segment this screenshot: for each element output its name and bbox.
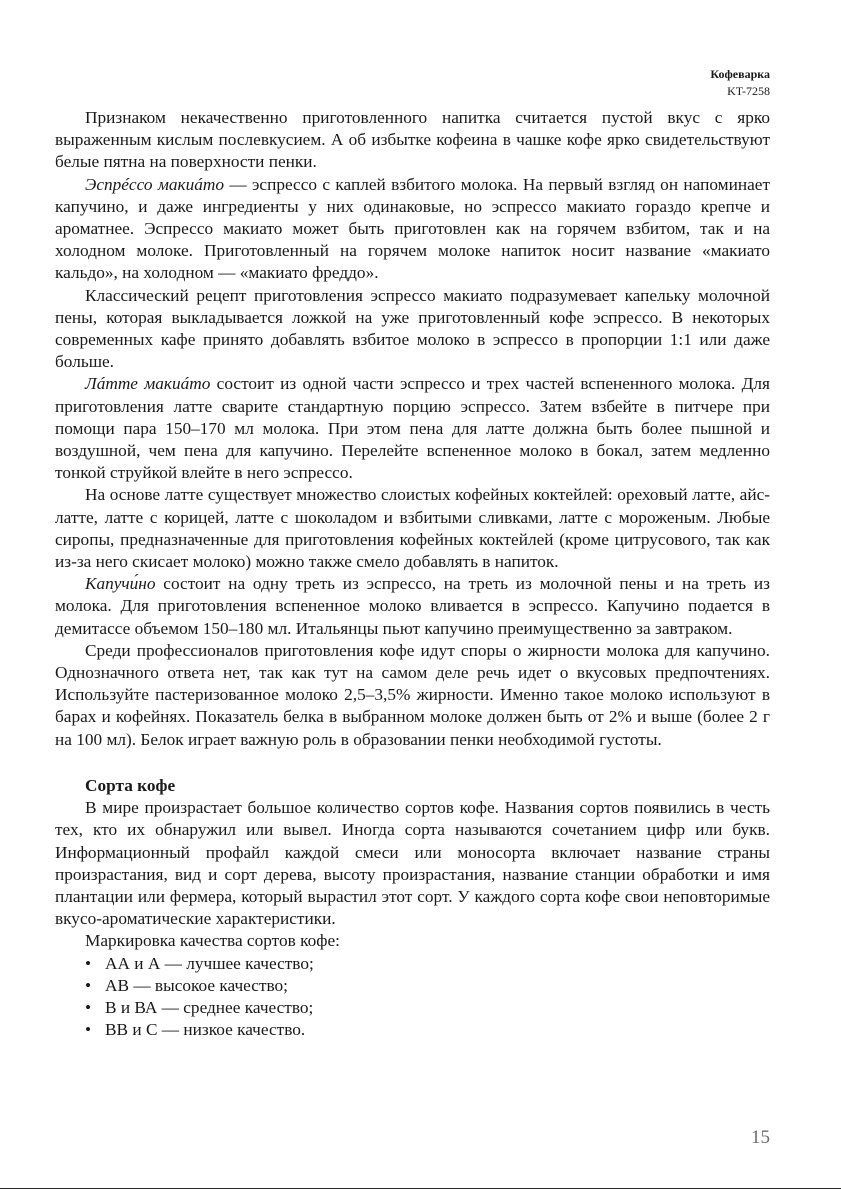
- paragraph: [55, 484, 770, 573]
- bottom-rule: [0, 1188, 841, 1189]
- paragraph-lead-term: Эспрéссо макиáто: [85, 174, 224, 194]
- quality-list: [55, 953, 770, 1042]
- paragraph-text: Признаком некачественно приготовленного напитка считается пустой вкус с ярко выраженным кислым послевкусием. А об избытке кофеина в чашке кофе ярко свидетельствуют белые пятна на поверхности пенки.: [55, 108, 770, 172]
- paragraph-text: Классический рецепт приготовления эспрессо макиато подразумевает капельку молочной пены, которая выкладывается ложкой на уже приготовленный кофе эспрессо. В некоторых современных кафе принято добавлять взбитое молоко в эспрессо в пропорции 1:1 или даже больше.: [55, 285, 770, 372]
- bullet-icon: •: [85, 953, 92, 973]
- list-label: Маркировка качества сортов кофе:: [85, 931, 340, 951]
- paragraph-text: — эспрессо с каплей взбитого молока. На первый взгляд он напоминает капучино, и даже ингредиенты у них одинаковые, но эспрессо макиато гораздо крепче и ароматнее. Эспрессо макиато может быть приготовлен как на горячем взбитом, так и на холодном молоке. Приготовленный на горячем молоке напиток носит название «макиато кальдо», на холодном — «макиато фреддо».: [55, 174, 770, 283]
- paragraph-text: На основе латте существует множество слоистых кофейных коктейлей: ореховый латте, айс-латте, латте с корицей, латте с шоколадом и взбитыми сливками, латте с мороженым. Любые сиропы, предназначенные для приготовления кофейных коктейлей (кроме цитрусового, так как из-за него скисает молоко) можно также смело добавлять в напиток.: [55, 485, 770, 572]
- paragraph-text: Среди профессионалов приготовления кофе идут споры о жирности молока для капучино. Однозначного ответа нет, так как тут на самом деле речь идет о вкусовых предпочтениях. Используйте пастеризованное молоко 2,5–3,5% жирности. Именно такое молоко используют в барах и кофейнях. Показатель белка в выбранном молоке должен быть от 2% и выше (более 2 г на 100 мл). Белок играет важную роль в образовании пенки необходимой густоты.: [55, 640, 770, 749]
- paragraph: [55, 640, 770, 751]
- paragraph: [55, 107, 770, 174]
- list-item-text: ВВ и С — низкое качество.: [105, 1020, 306, 1040]
- list-item-text: В и ВА — среднее качество;: [105, 997, 314, 1017]
- header-title: Кофеварка: [710, 67, 770, 81]
- list-item: [85, 953, 770, 975]
- bullet-icon: •: [85, 1020, 92, 1040]
- paragraph-text: состоит из одной части эспрессо и трех частей вспененного молока. Для приготовления латте сварите стандартную порцию эспрессо. Затем взбейте в питчере при помощи пара 150–170 мл молока. При этом пена для латте должна быть более пышной и воздушной, чем пена для капучино. Перелейте вспененное молоко в бокал, затем медленно тонкой струйкой влейте в него эспрессо.: [55, 374, 770, 483]
- paragraph: [55, 573, 770, 640]
- paragraph-text: состоит на одну треть из эспрессо, на треть из молочной пены и на треть из молока. Для приготовления вспененное молоко вливается в эспрессо. Капучино подается в демитассе объемом 150–180 мл. Итальянцы пьют капучино преимущественно за завтраком.: [55, 574, 770, 638]
- paragraph-lead-term: Лáтте макиáто: [85, 374, 211, 394]
- list-item-text: АА и А — лучшее качество;: [105, 953, 314, 973]
- paragraph: [55, 174, 770, 285]
- section-intro: В мире произрастает большое количество сортов кофе. Названия сортов появились в честь тех, кто их обнаружил или вывел. Иногда сорта называются сочетанием цифр или букв. Информационный профайл каждой смеси или моносорта включает название страны произрастания, вид и сорт дерева, высоту произрастания, название станции обработки и имя плантации или фермера, который вырастил этот сорт. У каждого сорта кофе свои неповторимые вкусо-ароматические характеристики.: [55, 798, 770, 929]
- page-body: [55, 107, 770, 1041]
- list-item: [85, 997, 770, 1019]
- page-number: 15: [751, 1127, 770, 1148]
- header-model: KT-7258: [727, 84, 770, 98]
- list-item: [85, 975, 770, 997]
- paragraph: [55, 373, 770, 484]
- paragraph: [55, 285, 770, 374]
- list-item-text: АВ — высокое качество;: [105, 975, 288, 995]
- paragraph-lead-term: Капучи́но: [85, 574, 156, 594]
- section-heading: Сорта кофе: [85, 775, 176, 795]
- bullet-icon: •: [85, 975, 92, 995]
- list-item: [85, 1019, 770, 1041]
- running-header: [710, 66, 770, 100]
- bullet-icon: •: [85, 997, 92, 1017]
